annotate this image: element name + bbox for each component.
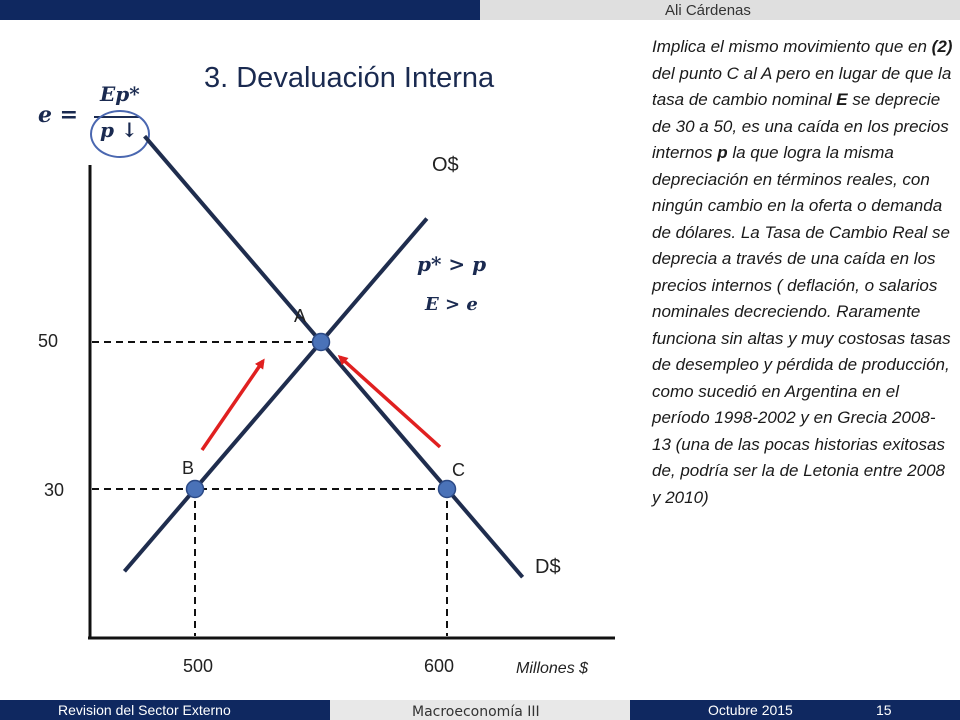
explanation-bold: p <box>717 143 728 162</box>
explanation-text <box>652 34 954 511</box>
inequality-exchange-rates: E > e <box>425 294 478 315</box>
x-axis-unit: Millones $ <box>516 660 589 677</box>
footer-course-section: Revision del Sector Externo <box>58 702 231 718</box>
footer-right-block <box>630 700 960 720</box>
footer-course-name: Macroeconomía III <box>412 704 540 720</box>
point-a <box>313 334 330 351</box>
x-tick-600: 600 <box>424 656 455 676</box>
x-tick-500: 500 <box>183 656 214 676</box>
y-tick-50: 50 <box>38 331 59 351</box>
supply-curve-label: O$ <box>432 154 459 176</box>
demand-curve-label: D$ <box>535 556 561 578</box>
explanation-part: Implica el mismo movimiento que en <box>652 37 932 56</box>
explanation-bold: (2) <box>931 37 953 56</box>
explanation-part: se deprecie de 30 a 50, es una caída en los precios internos <box>652 90 949 162</box>
explanation-bold: E <box>836 90 848 109</box>
formula-lhs: e = <box>38 102 79 128</box>
footer-bar <box>0 700 960 720</box>
page-number: 15 <box>876 702 892 718</box>
arrow-b-to-a <box>202 361 263 450</box>
explanation-part: la que logra la misma depreciación en términos reales, con ningún cambio en la oferta o demanda de dólares. La Tasa de Cambio Real se deprecia a través de una caída en los precios internos ( deflación, o salarios nominales decreciendo. Raramente funciona sin altas y muy costosas tasas de desempleo y pérdida de producción, como sucedió en Argentina en el período 1998-2002 y en Grecia 2008-13 (una de las pocas historias exitosas de, podría ser la de Letonia entre 2008 y 2010) <box>652 143 951 507</box>
y-tick-30: 30 <box>44 480 65 500</box>
formula-denominator: p ↓ <box>100 118 138 142</box>
point-c <box>439 481 456 498</box>
explanation-part: del punto C al A pero en lugar de que la tasa de cambio nominal <box>652 63 952 109</box>
slide-title: 3. Devaluación Interna <box>204 62 495 94</box>
inequality-prices: p* > p <box>417 252 487 276</box>
point-label-c: C <box>452 460 465 480</box>
footer-date: Octubre 2015 <box>708 702 793 718</box>
author-name: Ali Cárdenas <box>665 2 751 19</box>
formula-numerator: Ep* <box>100 82 140 106</box>
point-b <box>187 481 204 498</box>
point-label-a: A <box>294 306 307 326</box>
point-label-b: B <box>182 458 195 478</box>
arrow-c-to-a <box>340 357 440 447</box>
demand-curve <box>145 136 523 577</box>
